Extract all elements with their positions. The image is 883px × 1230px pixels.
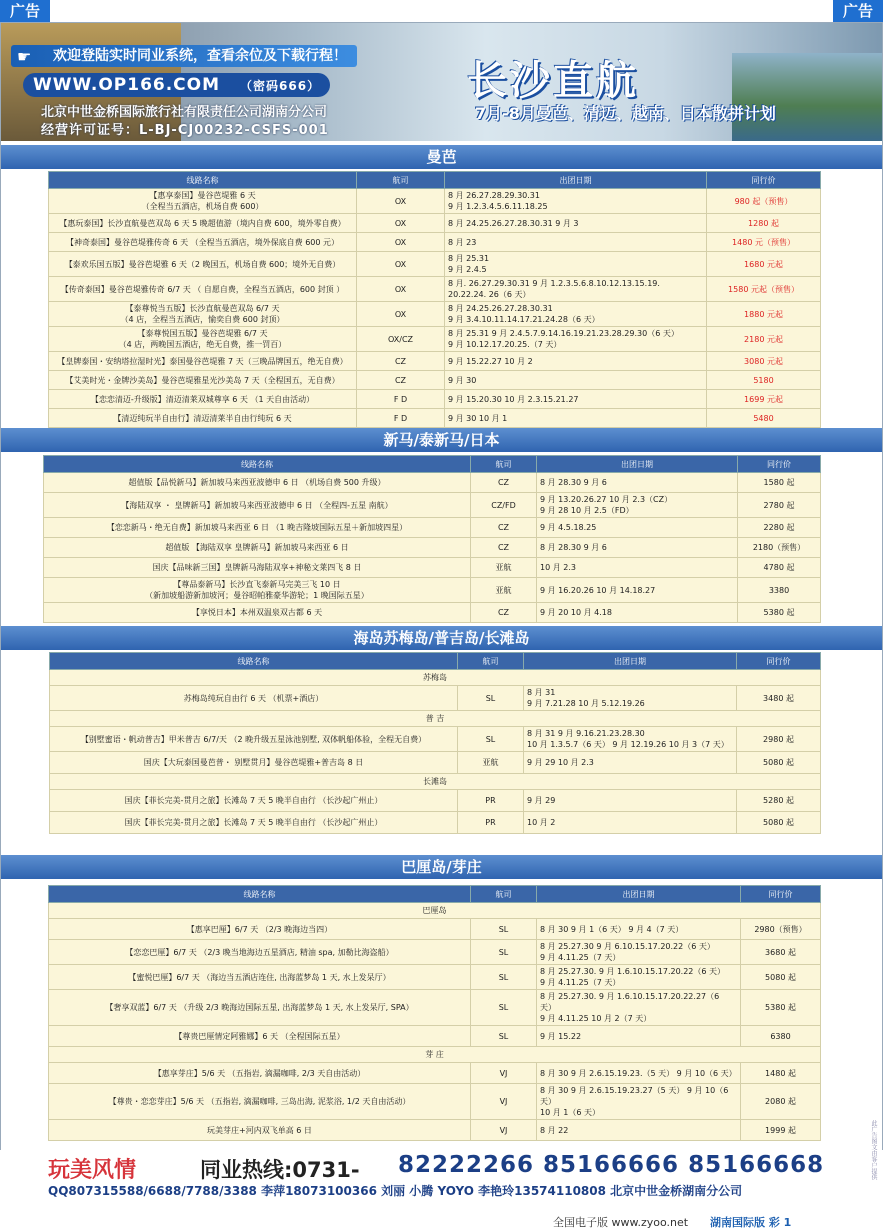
column-header: 线路名称 [44, 456, 471, 473]
column-header: 出团日期 [537, 886, 741, 903]
airline: VJ [471, 1120, 537, 1141]
column-header: 同行价 [707, 172, 821, 189]
departure-dates: 9 月 15.20.30 10 月 2.3.15.21.27 [445, 390, 707, 409]
airline: CZ/FD [471, 493, 537, 518]
departure-dates: 8 月 25.27.30. 9 月 1.6.10.15.17.20.22.27（6 天） 9 月 4.11.25 10 月 2（7 天） [537, 990, 741, 1026]
table-row [49, 277, 821, 302]
table-row [44, 518, 821, 538]
departure-dates: 8 月 24.25.26.27.28.30.31 9 月 3.4.10.11.14.17.21.24.28（6 天） [445, 302, 707, 327]
price: 3380 [738, 578, 821, 603]
route-name: 【恋恋新马・绝无自费】新加坡马来西亚 6 日 （1 晚吉隆坡国际五星＋新加坡四星） [44, 518, 471, 538]
pointing-hand-icon: ☛ [17, 47, 32, 66]
table-row [49, 1084, 821, 1120]
welcome-text: 欢迎登陆实时同业系统，查看余位及下载行程！ [53, 48, 347, 64]
airline: SL [471, 1026, 537, 1047]
table-header-row [44, 456, 821, 473]
price: 5380 起 [741, 990, 821, 1026]
table-row [44, 578, 821, 603]
price: 1280 起 [707, 214, 821, 233]
table-row [49, 302, 821, 327]
route-name: 【传奇泰国】曼谷芭堤雅传奇 6/7 天 （ 自愿自费，全程当五酒店，600 封顶 ） [49, 277, 357, 302]
price: 5180 [707, 371, 821, 390]
departure-dates: 8 月 25.27.30. 9 月 1.6.10.15.17.20.22（6 天） 9 月 4.11.25（7 天） [537, 965, 741, 990]
departure-dates: 8 月 26.27.28.29.30.31 9 月 1.2.3.4.5.6.11.18.25 [445, 189, 707, 214]
airline: 亚航 [471, 558, 537, 578]
column-header: 航司 [471, 886, 537, 903]
section-title-bangkok: 曼芭 [1, 145, 882, 169]
departure-dates: 8 月 22 [537, 1120, 741, 1141]
departure-dates: 8 月 28.30 9 月 6 [537, 473, 738, 493]
welcome-banner[interactable] [11, 45, 357, 67]
column-header: 线路名称 [49, 886, 471, 903]
price: 1699 元起 [707, 390, 821, 409]
contact-info: QQ807315588/6688/7788/3388 李萍18073100366 刘丽 小腾 YOYO 李艳玲13574110808 北京中世金桥湖南分公司 [48, 1184, 743, 1198]
airline: OX [357, 189, 445, 214]
route-name: 【清迈纯玩半自由行】清迈清莱半自由行纯玩 6 天 [49, 409, 357, 428]
hotline-label: 同业热线:0731- [200, 1158, 360, 1182]
route-name: 国庆【大玩泰国曼芭普・ 别墅贯月】曼谷芭堤雅+普吉岛 8 日 [50, 752, 458, 774]
website-password: （密码666） [240, 79, 321, 93]
table-row [44, 558, 821, 578]
departure-dates: 9 月 29 10 月 2.3 [524, 752, 737, 774]
section-title-sea: 新马/泰新马/日本 [1, 428, 882, 452]
price: 2180（预售） [738, 538, 821, 558]
airline: PR [458, 812, 524, 834]
banner [1, 23, 882, 141]
price: 5080 起 [741, 965, 821, 990]
website-url: WWW.OP166.COM [33, 75, 221, 95]
column-header: 航司 [357, 172, 445, 189]
column-header: 线路名称 [49, 172, 357, 189]
route-name: 【海陆双享 ・ 皇牌新马】新加坡马来西亚波德申 6 日 （全程四-五星 南航） [44, 493, 471, 518]
route-name: 【神奇泰国】曼谷芭堤雅传奇 6 天 （全程当五酒店，境外保底自费 600 元） [49, 233, 357, 252]
route-name: 【泰尊悦当五版】长沙直航曼芭双岛 6/7 天 （4 店，全程当五酒店，愉奕自费 600 封顶） [49, 302, 357, 327]
price: 1580 起 [738, 473, 821, 493]
departure-dates: 9 月 4.5.18.25 [537, 518, 738, 538]
group-row [50, 670, 821, 686]
price: 2280 起 [738, 518, 821, 538]
price: 2780 起 [738, 493, 821, 518]
price: 5280 起 [737, 790, 821, 812]
departure-dates: 9 月 16.20.26 10 月 14.18.27 [537, 578, 738, 603]
table-row [49, 233, 821, 252]
departure-dates: 8 月 25.31 9 月 2.4.5.7.9.14.16.19.21.23.28.29.30（6 天） 9 月 10.12.17.20.25.（7 天） [445, 327, 707, 352]
price: 2980 起 [737, 727, 821, 752]
price: 5480 [707, 409, 821, 428]
airline: CZ [357, 371, 445, 390]
table-row [49, 409, 821, 428]
departure-dates: 8 月 25.31 9 月 2.4.5 [445, 252, 707, 277]
price: 5080 起 [737, 752, 821, 774]
departure-dates: 8 月 31 9 月 9.16.21.23.28.30 10 月 1.3.5.7（6 天） 9 月 12.19.26 10 月 3（7 天） [524, 727, 737, 752]
section-title-bali: 巴厘岛/芽庄 [1, 855, 882, 879]
license-number: 经营许可证号：L-BJ-CJ00232-CSFS-001 [41, 123, 329, 138]
column-header: 出团日期 [537, 456, 738, 473]
column-header: 同行价 [737, 653, 821, 670]
table-row [49, 371, 821, 390]
price: 1680 元起 [707, 252, 821, 277]
airline: CZ [471, 603, 537, 623]
airline: PR [458, 790, 524, 812]
departure-dates: 8 月 23 [445, 233, 707, 252]
price: 1999 起 [741, 1120, 821, 1141]
ad-label-left: 广告 [0, 0, 50, 22]
column-header: 同行价 [738, 456, 821, 473]
airline: CZ [471, 538, 537, 558]
column-header: 线路名称 [50, 653, 458, 670]
route-name: 【别墅蜜语・帆动普吉】甲米普吉 6/7/天 （2 晚升级五星泳池别墅, 双体帆船体验，全程无自费） [50, 727, 458, 752]
departure-dates: 8 月. 26.27.29.30.31 9 月 1.2.3.5.6.8.10.12.13.15.19. 20.22.24. 26（6 天） [445, 277, 707, 302]
departure-dates: 8 月 31 9 月 7.21.28 10 月 5.12.19.26 [524, 686, 737, 711]
price: 1480 元（预售） [707, 233, 821, 252]
price: 2980（预售） [741, 919, 821, 940]
airline: OX [357, 252, 445, 277]
route-name: 【恋恋巴厘】6/7 天 （2/3 晚当地海边五星酒店, 精油 spa, 加勒比海盗船） [49, 940, 471, 965]
table-header-row [49, 172, 821, 189]
route-name: 【尊贵巴厘情定阿雅娜】6 天 （全程国际五星） [49, 1026, 471, 1047]
route-name: 超值版【品悦新马】新加坡马来西亚波德申 6 日 （机场自费 500 升级） [44, 473, 471, 493]
group-row [49, 1047, 821, 1063]
price: 6380 [741, 1026, 821, 1047]
departure-dates: 8 月 30 9 月 1（6 天） 9 月 4（7 天） [537, 919, 741, 940]
departure-dates: 9 月 15.22 [537, 1026, 741, 1047]
price: 5380 起 [738, 603, 821, 623]
route-name: 【享悦日本】本州双温泉双古都 6 天 [44, 603, 471, 623]
airline: CZ [471, 518, 537, 538]
route-name: 【蜜悦巴厘】6/7 天 （海边当五酒店连住, 出海蓝梦岛 1 天, 水上发呆厅） [49, 965, 471, 990]
airline: SL [471, 940, 537, 965]
departure-dates: 9 月 30 10 月 1 [445, 409, 707, 428]
table-row [49, 352, 821, 371]
price: 1880 元起 [707, 302, 821, 327]
brand-logo: 玩美风情 [48, 1158, 137, 1183]
route-name: 【奢享双蓝】6/7 天 （升级 2/3 晚海边国际五星, 出海蓝梦岛 1 天, 水上发呆厅, SPA） [49, 990, 471, 1026]
route-name: 国庆【菲长完美-贯月之旅】长滩岛 7 天 5 晚半自由行 （长沙起广州止） [50, 790, 458, 812]
banner-title: 长沙直航 [467, 58, 639, 104]
airline: F D [357, 390, 445, 409]
hotline-numbers: 82222266 85166666 85166668 [398, 1152, 825, 1178]
footer [0, 1150, 883, 1210]
airline: F D [357, 409, 445, 428]
route-name: 【泰欢乐国五版】曼谷芭堤雅 6 天（2 晚国五，机场自费 600；境外无自费） [49, 252, 357, 277]
airline: SL [458, 686, 524, 711]
group-label: 苏梅岛 [50, 670, 821, 686]
column-header: 出团日期 [524, 653, 737, 670]
price: 2080 起 [741, 1084, 821, 1120]
table-row [49, 390, 821, 409]
price: 980 起（预售） [707, 189, 821, 214]
route-name: 【泰尊悦国五版】曼谷芭堤雅 6/7 天 （4 店，两晚国五酒店，绝无自费，推一罚百） [49, 327, 357, 352]
price: 1480 起 [741, 1063, 821, 1084]
table-row [44, 473, 821, 493]
section-title-island: 海岛苏梅岛/普吉岛/长滩岛 [1, 626, 882, 650]
departure-dates: 8 月 24.25.26.27.28.30.31 9 月 3 [445, 214, 707, 233]
route-name: 国庆【菲长完美-贯月之旅】长滩岛 7 天 5 晚半自由行 （长沙起广州止） [50, 812, 458, 834]
company-name: 北京中世金桥国际旅行社有限责任公司湖南分公司 [41, 105, 328, 120]
airline: SL [458, 727, 524, 752]
group-row [50, 774, 821, 790]
price: 3680 起 [741, 940, 821, 965]
group-label: 芽 庄 [49, 1047, 821, 1063]
airline: OX/CZ [357, 327, 445, 352]
departure-dates: 8 月 28.30 9 月 6 [537, 538, 738, 558]
column-header: 航司 [471, 456, 537, 473]
group-label: 普 吉 [50, 711, 821, 727]
route-name: 【艾美时光・金牌沙美岛】曼谷芭堤雅星光沙美岛 7 天（全程国五，无自费） [49, 371, 357, 390]
route-name: 【尊贵・恋恋芽庄】5/6 天 （五指岩, 滴漏咖啡, 三岛出海, 泥浆浴, 1/2 天自由活动） [49, 1084, 471, 1120]
table-row [44, 538, 821, 558]
price: 1580 元起（预售） [707, 277, 821, 302]
departure-dates: 9 月 20 10 月 4.18 [537, 603, 738, 623]
airline: OX [357, 233, 445, 252]
table-row [49, 965, 821, 990]
table-row [49, 1063, 821, 1084]
departure-dates: 8 月 25.27.30 9 月 6.10.15.17.20.22（6 天） 9 月 4.11.25（7 天） [537, 940, 741, 965]
airline: VJ [471, 1084, 537, 1120]
route-name: 【皇牌泰国・安纳塔拉湿时光】泰国曼谷芭堤雅 7 天（三晚品牌国五，绝无自费） [49, 352, 357, 371]
airline: CZ [357, 352, 445, 371]
route-name: 【惠享巴厘】6/7 天 （2/3 晚海边当四） [49, 919, 471, 940]
column-header: 出团日期 [445, 172, 707, 189]
sea-table [43, 455, 821, 623]
price: 3080 元起 [707, 352, 821, 371]
column-header: 航司 [458, 653, 524, 670]
route-name: 超值版 【海陆双享 皇牌新马】新加坡马来西亚 6 日 [44, 538, 471, 558]
departure-dates: 10 月 2.3 [537, 558, 738, 578]
table-row [50, 727, 821, 752]
table-row [49, 990, 821, 1026]
edition-label: 全国电子版 www.zyoo.net [553, 1216, 689, 1229]
airline: SL [471, 965, 537, 990]
price: 2180 元起 [707, 327, 821, 352]
table-header-row [49, 886, 821, 903]
departure-dates: 9 月 30 [445, 371, 707, 390]
group-row [50, 711, 821, 727]
group-label: 巴厘岛 [49, 903, 821, 919]
ad-label-right: 广告 [833, 0, 883, 22]
table-header-row [50, 653, 821, 670]
website-link[interactable] [23, 73, 330, 97]
route-name: 【惠享泰国】曼谷芭堤雅 6 天 （全程当五酒店，机场自费 600） [49, 189, 357, 214]
airline: OX [357, 214, 445, 233]
route-name: 【惠玩泰国】长沙直航曼芭双岛 6 天 5 晚超值游（境内自费 600，境外零自费） [49, 214, 357, 233]
group-label: 长滩岛 [50, 774, 821, 790]
price: 4780 起 [738, 558, 821, 578]
departure-dates: 9 月 13.20.26.27 10 月 2.3（CZ） 9 月 28 10 月 2.5（FD） [537, 493, 738, 518]
page-label: 湖南国际版 彩 1 [710, 1216, 792, 1229]
group-row [49, 903, 821, 919]
bangkok-table [48, 171, 821, 428]
airline: OX [357, 302, 445, 327]
route-name: 【恋恋清迈-升级版】清迈清莱双城尊享 6 天 （1 天自由活动） [49, 390, 357, 409]
airline: VJ [471, 1063, 537, 1084]
route-name: 【尊品泰新马】长沙直飞泰新马完美三飞 10 日 （新加坡船游新加坡河；曼谷昭帕雅豪华游轮；1 晚国际五星） [44, 578, 471, 603]
table-row [44, 603, 821, 623]
table-row [49, 940, 821, 965]
departure-dates: 9 月 29 [524, 790, 737, 812]
table-row [50, 686, 821, 711]
airline: 亚航 [471, 578, 537, 603]
table-row [49, 327, 821, 352]
table-row [49, 1026, 821, 1047]
departure-dates: 8 月 30 9 月 2.6.15.19.23.（5 天） 9 月 10（6 天） [537, 1063, 741, 1084]
advert-page [0, 22, 883, 1172]
banner-subtitle: 7月-8月曼芭、清迈、越南、日本散拼计划 [475, 104, 776, 123]
airline: SL [471, 990, 537, 1026]
side-note: 此广告图文由客户提供 [870, 1120, 877, 1180]
route-name: 国庆【品味新三国】皇牌新马海陆双享+神秘文莱四飞 8 日 [44, 558, 471, 578]
table-row [49, 214, 821, 233]
airline: OX [357, 277, 445, 302]
island-table [49, 652, 821, 834]
table-row [44, 493, 821, 518]
table-row [50, 812, 821, 834]
table-row [49, 189, 821, 214]
departure-dates: 9 月 15.22.27 10 月 2 [445, 352, 707, 371]
table-row [50, 752, 821, 774]
price: 5080 起 [737, 812, 821, 834]
table-row [49, 252, 821, 277]
bottom-bar [0, 1212, 883, 1230]
table-row [50, 790, 821, 812]
table-row [49, 919, 821, 940]
airline: 亚航 [458, 752, 524, 774]
column-header: 同行价 [741, 886, 821, 903]
departure-dates: 10 月 2 [524, 812, 737, 834]
island-image [732, 53, 882, 141]
airline: CZ [471, 473, 537, 493]
table-row [49, 1120, 821, 1141]
airline: SL [471, 919, 537, 940]
route-name: 【惠享芽庄】5/6 天 （五指岩, 滴漏咖啡, 2/3 天自由活动） [49, 1063, 471, 1084]
price: 3480 起 [737, 686, 821, 711]
route-name: 玩美芽庄+河内双飞单高 6 日 [49, 1120, 471, 1141]
departure-dates: 8 月 30 9 月 2.6.15.19.23.27（5 天） 9 月 10（6 天） 10 月 1（6 天） [537, 1084, 741, 1120]
bali-table [48, 885, 821, 1141]
route-name: 苏梅岛纯玩自由行 6 天 （机票+酒店） [50, 686, 458, 711]
